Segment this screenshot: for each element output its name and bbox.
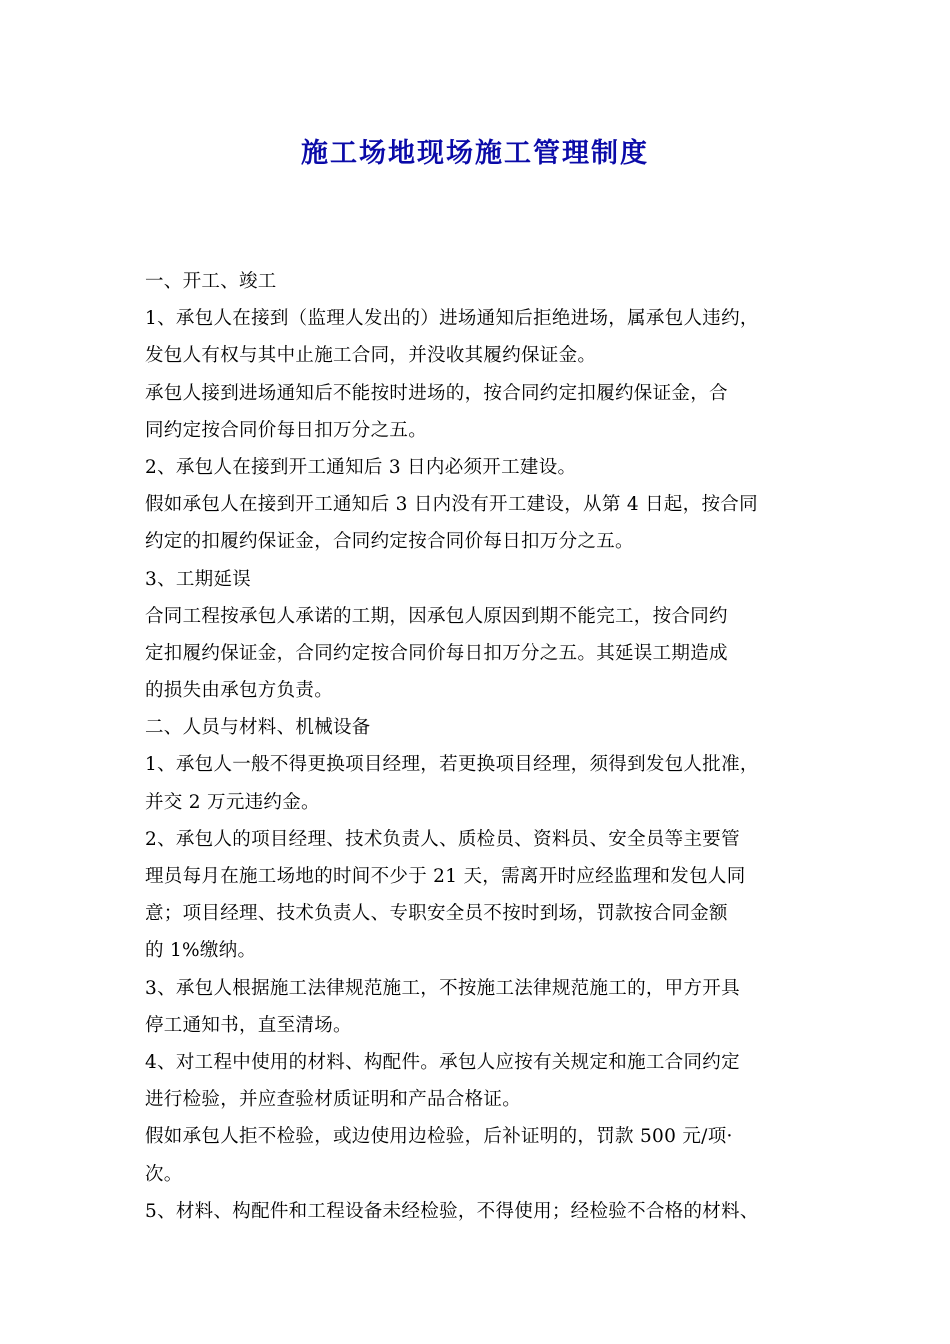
text-line: 3、承包人根据施工法律规范施工，不按施工法律规范施工的，甲方开具 <box>145 977 740 999</box>
text-line: 定扣履约保证金，合同约定按合同价每日扣万分之五。其延误工期造成 <box>145 642 728 664</box>
text-line: 二、人员与材料、机械设备 <box>145 717 371 739</box>
text-line: 次。 <box>145 1163 183 1185</box>
text-line: 3、工期延误 <box>145 568 252 590</box>
text-line: 停工通知书，直至清场。 <box>145 1014 352 1036</box>
text-line: 假如承包人拒不检验，或边使用边检验，后补证明的，罚款 500 元/项· <box>145 1126 733 1148</box>
text-line: 的 1%缴纳。 <box>145 940 257 962</box>
text-line: 4、对工程中使用的材料、构配件。承包人应按有关规定和施工合同约定 <box>145 1051 740 1073</box>
text-line: 理员每月在施工场地的时间不少于 21 天，需离开时应经监理和发包人同 <box>145 866 746 887</box>
text-line: 2、承包人的项目经理、技术负责人、质检员、资料员、安全员等主要管 <box>145 828 740 850</box>
text-line: 承包人接到进场通知后不能按时进场的，按合同约定扣履约保证金，合 <box>145 382 728 404</box>
text-line: 假如承包人在接到开工通知后 3 日内没有开工建设，从第 4 日起，按合同 <box>145 494 758 516</box>
text-line: 的损失由承包方负责。 <box>145 680 334 702</box>
text-line: 意；项目经理、技术负责人、专职安全员不按时到场，罚款按合同金额 <box>145 903 728 925</box>
text-line: 同约定按合同价每日扣万分之五。 <box>145 419 428 441</box>
text-line: 1、承包人在接到（监理人发出的）进场通知后拒绝进场，属承包人违约， <box>145 308 759 330</box>
text-line: 进行检验，并应查验材质证明和产品合格证。 <box>145 1089 522 1111</box>
text-line: 并交 2 万元违约金。 <box>145 791 320 813</box>
document-body <box>145 263 815 1230</box>
text-line: 2、承包人在接到开工通知后 3 日内必须开工建设。 <box>145 456 577 478</box>
text-line: 1、承包人一般不得更换项目经理，若更换项目经理，须得到发包人批准， <box>145 754 759 776</box>
text-line: 一、开工、竣工 <box>145 271 277 292</box>
text-line: 5、材料、构配件和工程设备未经检验，不得使用；经检验不合格的材料、 <box>145 1200 759 1222</box>
text-line: 发包人有权与其中止施工合同，并没收其履约保证金。 <box>145 345 597 367</box>
text-line: 合同工程按承包人承诺的工期，因承包人原因到期不能完工，按合同约 <box>145 605 728 627</box>
document-title: 施工场地现场施工管理制度 <box>301 138 649 169</box>
text-line: 约定的扣履约保证金，合同约定按合同价每日扣万分之五。 <box>145 531 634 553</box>
